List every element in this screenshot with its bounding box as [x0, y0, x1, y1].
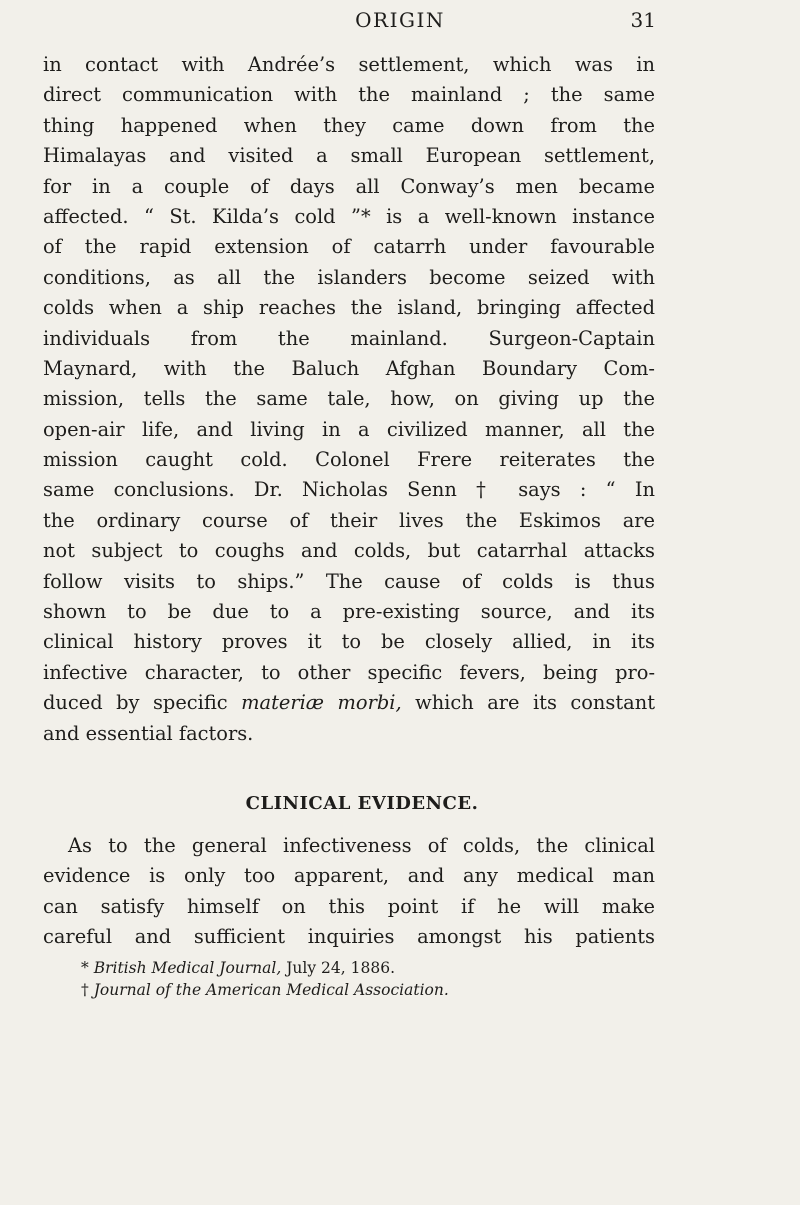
- page-number: 31: [630, 8, 656, 32]
- footnote: [43, 957, 655, 980]
- text-line: evidence is only too apparent, and any medical man: [43, 864, 655, 888]
- text-line: not subject to coughs and colds, but catarrhal attacks: [43, 539, 655, 563]
- text-line: shown to be due to a pre-existing source, and its: [43, 600, 655, 624]
- text-line: follow visits to ships.” The cause of colds is thus: [43, 569, 655, 593]
- text-line: conditions, as all the islanders become seized with: [43, 265, 655, 289]
- text-line: Maynard, with the Baluch Afghan Boundary Com-: [43, 356, 655, 380]
- footnote-mark: †: [81, 981, 89, 1000]
- text-line: affected. “ St. Kilda’s cold ”* is a well-known instance: [43, 204, 655, 228]
- text-line: and essential factors.: [43, 721, 254, 745]
- running-title: ORIGIN: [355, 8, 445, 32]
- latin-term: materiæ morbi,: [241, 691, 402, 715]
- paragraph-clinical-evidence: [43, 831, 655, 953]
- text-fragment: duced by specific: [43, 691, 242, 715]
- text-fragment: which are its constant: [401, 691, 655, 715]
- text-line: can satisfy himself on this point if he will make: [43, 894, 655, 918]
- body-text: [43, 50, 655, 1002]
- text-line: mission caught cold. Colonel Frere reiterates the: [43, 448, 655, 472]
- text-line: clinical history proves it to be closely allied, in its: [43, 630, 655, 654]
- paragraph-origin: [43, 50, 655, 749]
- text-line: in contact with Andrée’s settlement, which was in: [43, 53, 655, 76]
- page-header: [0, 8, 800, 38]
- text-line: colds when a ship reaches the island, bringing affected: [43, 296, 655, 320]
- footnotes: [43, 957, 655, 1002]
- text-line: open-air life, and living in a civilized manner, all the: [43, 417, 655, 441]
- text-line-with-latin: [43, 688, 655, 718]
- footnote: [43, 979, 655, 1002]
- text-line: same conclusions. Dr. Nicholas Senn † says : “ In: [43, 478, 655, 502]
- text-line: infective character, to other specific fevers, being pro-: [43, 660, 655, 684]
- text-line: of the rapid extension of catarrh under favourable: [43, 235, 655, 259]
- footnote-source: Journal of the American Medical Association.: [93, 981, 449, 1000]
- text-line: direct communication with the mainland ; the same: [43, 83, 655, 107]
- text-line: careful and sufficient inquiries amongst his patients: [43, 925, 655, 949]
- footnote-mark: *: [81, 958, 89, 977]
- footnote-detail: July 24, 1886.: [281, 958, 395, 977]
- text-line: for in a couple of days all Conway’s men became: [43, 174, 655, 198]
- text-line: individuals from the mainland. Surgeon-Captain: [43, 326, 655, 350]
- section-heading: CLINICAL EVIDENCE.: [245, 792, 479, 814]
- text-line: As to the general infectiveness of colds, the clinical: [68, 833, 655, 857]
- text-line: the ordinary course of their lives the Eskimos are: [43, 508, 655, 532]
- footnote-source: British Medical Journal,: [93, 958, 282, 977]
- text-line: mission, tells the same tale, how, on giving up the: [43, 387, 655, 411]
- text-line: Himalayas and visited a small European settlement,: [43, 144, 655, 168]
- text-line: thing happened when they came down from the: [43, 113, 655, 137]
